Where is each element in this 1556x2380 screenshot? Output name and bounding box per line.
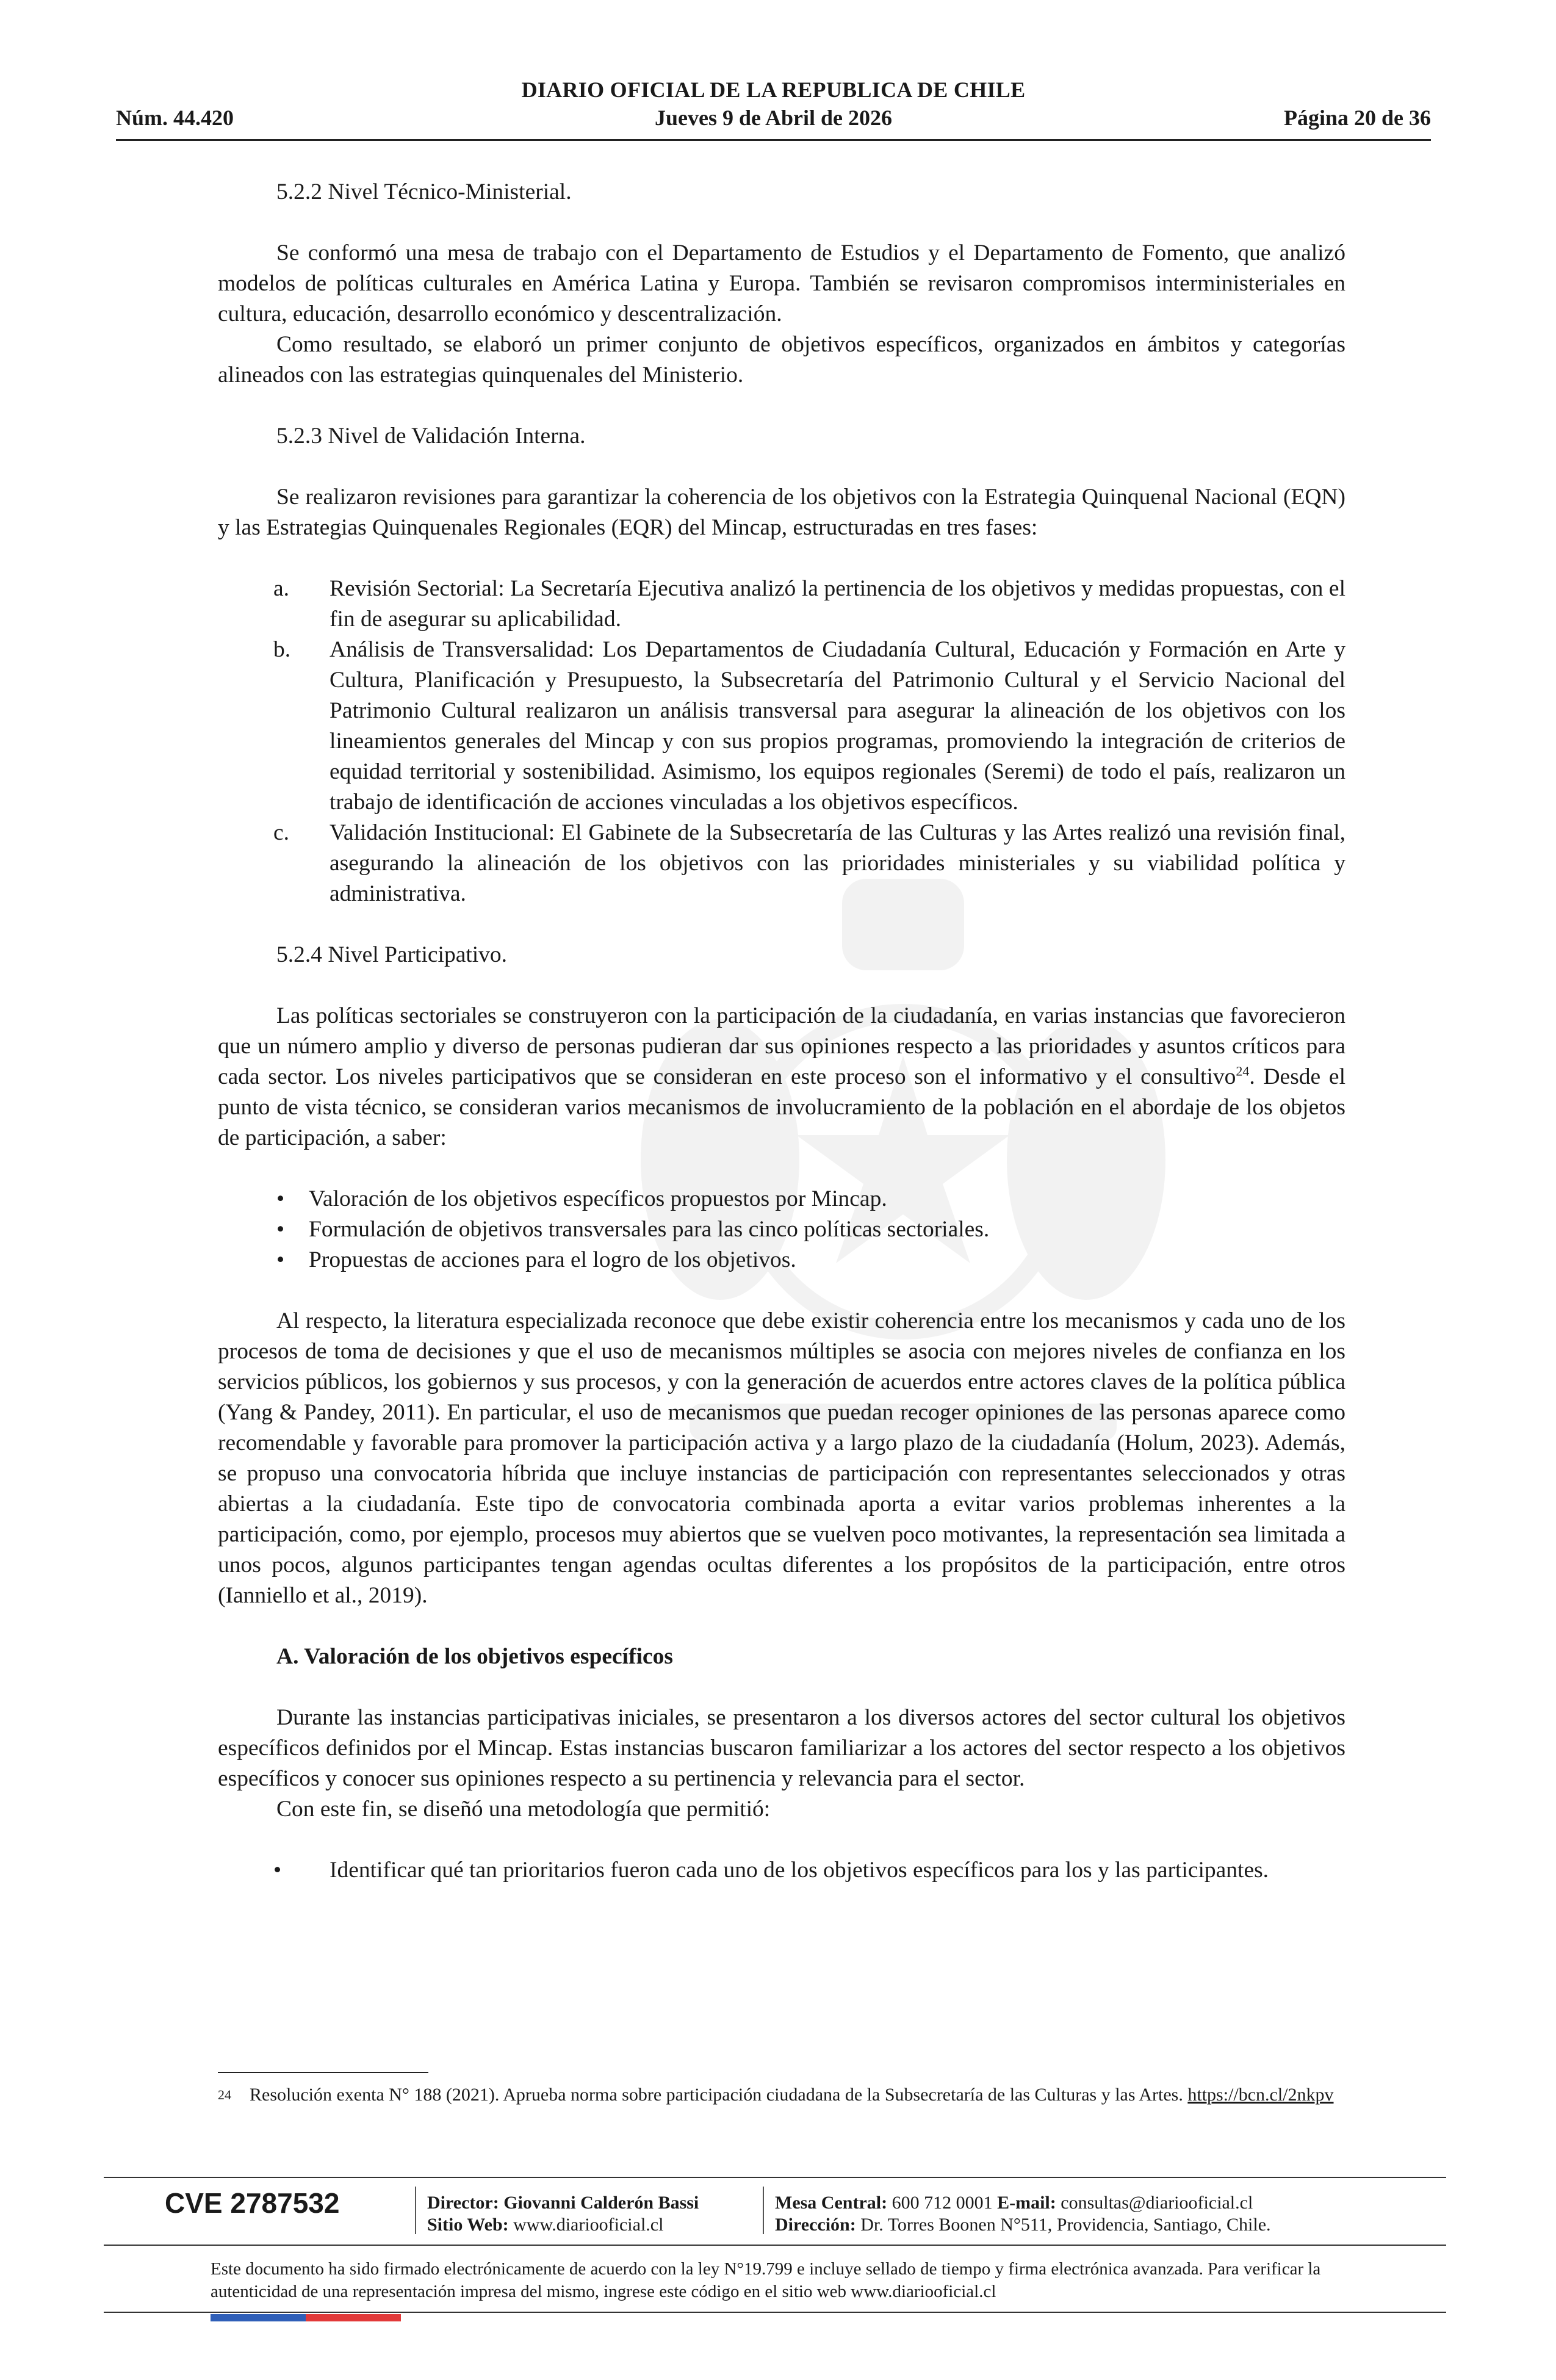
- publication-title: DIARIO OFICIAL DE LA REPUBLICA DE CHILE: [521, 78, 1026, 102]
- list-item: [218, 635, 1345, 818]
- section-5-2-4-title: 5.2.4 Nivel Participativo.: [276, 942, 508, 967]
- list-item-text: Identificar qué tan prioritarios fueron cada uno de los objetivos específicos para los y las participantes.: [330, 1858, 1269, 1883]
- header-divider: [116, 139, 1431, 141]
- footnote-number: 24: [218, 2087, 231, 2102]
- phone-label: Mesa Central:: [775, 2193, 888, 2213]
- footnote-link[interactable]: https://bcn.cl/2nkpv: [1187, 2085, 1334, 2105]
- email-label: E-mail:: [997, 2193, 1056, 2213]
- director-label: Director:: [427, 2193, 499, 2213]
- list-item: [218, 1184, 1345, 1214]
- flag-stripe: [211, 2314, 401, 2321]
- section-a-title: A. Valoración de los objetivos específicos: [276, 1644, 673, 1669]
- participation-mechanisms-list: [218, 1184, 1345, 1275]
- list-item: [218, 1214, 1345, 1245]
- footer-top-divider: [104, 2177, 1446, 2178]
- address: Dr. Torres Boonen N°511, Providencia, Santiago, Chile.: [860, 2215, 1271, 2235]
- website-label: Sitio Web:: [427, 2215, 509, 2235]
- list-marker: a.: [273, 576, 290, 601]
- list-item-text: Revisión Sectorial: La Secretaría Ejecutiva analizó la pertinencia de los objetivos y medidas propuestas, con el fin de asegurar su aplicabilidad.: [330, 576, 1345, 632]
- page-number: Página 20 de 36: [1283, 106, 1431, 130]
- phone: 600 712 0001: [891, 2193, 993, 2213]
- footer-bottom-divider: [104, 2312, 1446, 2313]
- validation-phases-list: [218, 574, 1345, 909]
- footnote: [218, 2082, 1345, 2108]
- footer-middle-divider: [104, 2245, 1446, 2246]
- paragraph-text: . Desde el punto de vista técnico, se consideran varios mecanismos de involucramiento de la población en el abordaje de los objetos de participación, a saber:: [218, 1064, 1345, 1150]
- list-marker: b.: [273, 637, 291, 662]
- footer-contact-block: [775, 2192, 1271, 2236]
- section-a-paragraph-1: Durante las instancias participativas iniciales, se presentaron a los diversos actores del sector cultural los objetivos específicos definidos por el Mincap. Estas instancias buscaron familiarizar a los actores del sector respecto a los objetivos específicos y conocer sus opiniones respecto a su pertinencia y relevancia para el sector.: [218, 1705, 1345, 1791]
- footnote-text: Resolución exenta N° 188 (2021). Aprueba norma sobre participación ciudadana de la Subsecretaría de las Culturas y las Artes.: [250, 2085, 1188, 2105]
- bullet-icon: •: [276, 1217, 285, 1242]
- electronic-signature-notice: Este documento ha sido firmado electrónicamente de acuerdo con la ley N°19.799 e incluye sellado de tiempo y firma electrónica avanzada. Para verificar la autenticidad de una representación impresa del mismo, ingrese este código en el sitio web www.diariooficial.cl: [211, 2259, 1321, 2301]
- bullet-icon: •: [276, 1247, 285, 1272]
- section-a-paragraph-2: Con este fin, se diseñó una metodología que permitió:: [276, 1797, 771, 1822]
- list-item: [218, 574, 1345, 635]
- footer-separator: [415, 2187, 416, 2234]
- list-item: [218, 1245, 1345, 1275]
- address-label: Dirección:: [775, 2215, 856, 2235]
- section-5-2-2-title: 5.2.2 Nivel Técnico-Ministerial.: [276, 179, 572, 204]
- list-item: [218, 1855, 1345, 1886]
- paragraph-text: Las políticas sectoriales se construyeron con la participación de la ciudadanía, en varias instancias que favorecieron que un número amplio y diverso de personas pudieran dar sus opiniones respecto a las prioridades y asuntos críticos para cada sector. Los niveles participativos que se consideran en este proceso son el informativo y el consultivo: [218, 1003, 1345, 1089]
- flag-blue-stripe: [211, 2314, 306, 2321]
- list-item: [218, 818, 1345, 909]
- footnote-reference: 24: [1236, 1063, 1250, 1079]
- website[interactable]: www.diariooficial.cl: [513, 2215, 664, 2235]
- issue-date: Jueves 9 de Abril de 2026: [654, 106, 892, 130]
- email[interactable]: consultas@diariooficial.cl: [1061, 2193, 1253, 2213]
- list-item-text: Formulación de objetivos transversales para las cinco políticas sectoriales.: [309, 1217, 990, 1242]
- bullet-icon: •: [276, 1186, 285, 1211]
- list-marker: c.: [273, 820, 290, 845]
- cve-code: CVE 2787532: [165, 2187, 340, 2219]
- list-item-text: Análisis de Transversalidad: Los Departamentos de Ciudadanía Cultural, Educación y Formación en Arte y Cultura, Planificación y Presupuesto, la Subsecretaría del Patrimonio Cultural y el Servicio Nacional del Patrimonio Cultural realizaron un análisis transversal para asegurar la alineación de los objetivos con los lineamientos generales del Mincap y con sus propios programas, promoviendo la integración de criterios de equidad territorial y sostenibilidad. Asimismo, los equipos regionales (Seremi) de todo el país, realizaron un trabajo de identificación de acciones vinculadas a los objetivos específicos.: [330, 637, 1345, 815]
- page-header: [116, 77, 1431, 144]
- footer-director-block: [427, 2192, 699, 2236]
- section-5-2-3-title: 5.2.3 Nivel de Validación Interna.: [276, 424, 586, 449]
- list-item-text: Propuestas de acciones para el logro de los objetivos.: [309, 1247, 796, 1272]
- section-5-2-2-paragraph-1: Se conformó una mesa de trabajo con el Departamento de Estudios y el Departamento de Fomento, que analizó modelos de políticas culturales en América Latina y Europa. También se revisaron compromisos interministeriales en cultura, educación, desarrollo económico y descentralización.: [218, 240, 1345, 326]
- list-item-text: Valoración de los objetivos específicos propuestos por Mincap.: [309, 1186, 887, 1211]
- footer-separator: [763, 2187, 764, 2234]
- document-body: [218, 177, 1345, 1886]
- issue-number: Núm. 44.420: [116, 106, 234, 130]
- bullet-icon: •: [273, 1858, 282, 1883]
- section-5-2-3-paragraph-1: Se realizaron revisiones para garantizar la coherencia de los objetivos con la Estrategia Quinquenal Nacional (EQN) y las Estrategias Quinquenales Regionales (EQR) del Mincap, estructuradas en tres fases:: [218, 485, 1345, 540]
- section-5-2-4-paragraph-1: [218, 1001, 1345, 1153]
- list-item-text: Validación Institucional: El Gabinete de la Subsecretaría de las Culturas y las Artes realizó una revisión final, asegurando la alineación de los objetivos con las prioridades ministeriales y su viabilidad política y administrativa.: [330, 820, 1345, 906]
- section-5-2-2-paragraph-2: Como resultado, se elaboró un primer conjunto de objetivos específicos, organizados en ámbitos y categorías alineados con las estrategias quinquenales del Ministerio.: [218, 332, 1345, 388]
- section-5-2-4-paragraph-2: Al respecto, la literatura especializada reconoce que debe existir coherencia entre los mecanismos y cada uno de los procesos de toma de decisiones y que el uso de mecanismos múltiples se asocia con mejores niveles de confianza en los servicios públicos, los gobiernos y sus procesos, y con la generación de acuerdos entre actores claves de la política pública (Yang & Pandey, 2011). En particular, el uso de mecanismos que puedan recoger opiniones de las personas aparece como recomendable y favorable para promover la participación activa y a largo plazo de la ciudadanía (Holum, 2023). Además, se propuso una convocatoria híbrida que incluye instancias de participación con representantes seleccionados y otras abiertas a la ciudadanía. Este tipo de convocatoria combinada aporta a evitar varios problemas inherentes a la participación, como, por ejemplo, procesos muy abiertos que se vuelven poco motivantes, la representación sea limitada a unos pocos, algunos participantes tengan agendas ocultas diferentes a los propósitos de la participación, entre otros (Ianniello et al., 2019).: [218, 1308, 1345, 1608]
- director-name: Giovanni Calderón Bassi: [503, 2193, 699, 2213]
- footnote-divider: [218, 2072, 428, 2073]
- methodology-list: [218, 1855, 1345, 1886]
- flag-red-stripe: [306, 2314, 401, 2321]
